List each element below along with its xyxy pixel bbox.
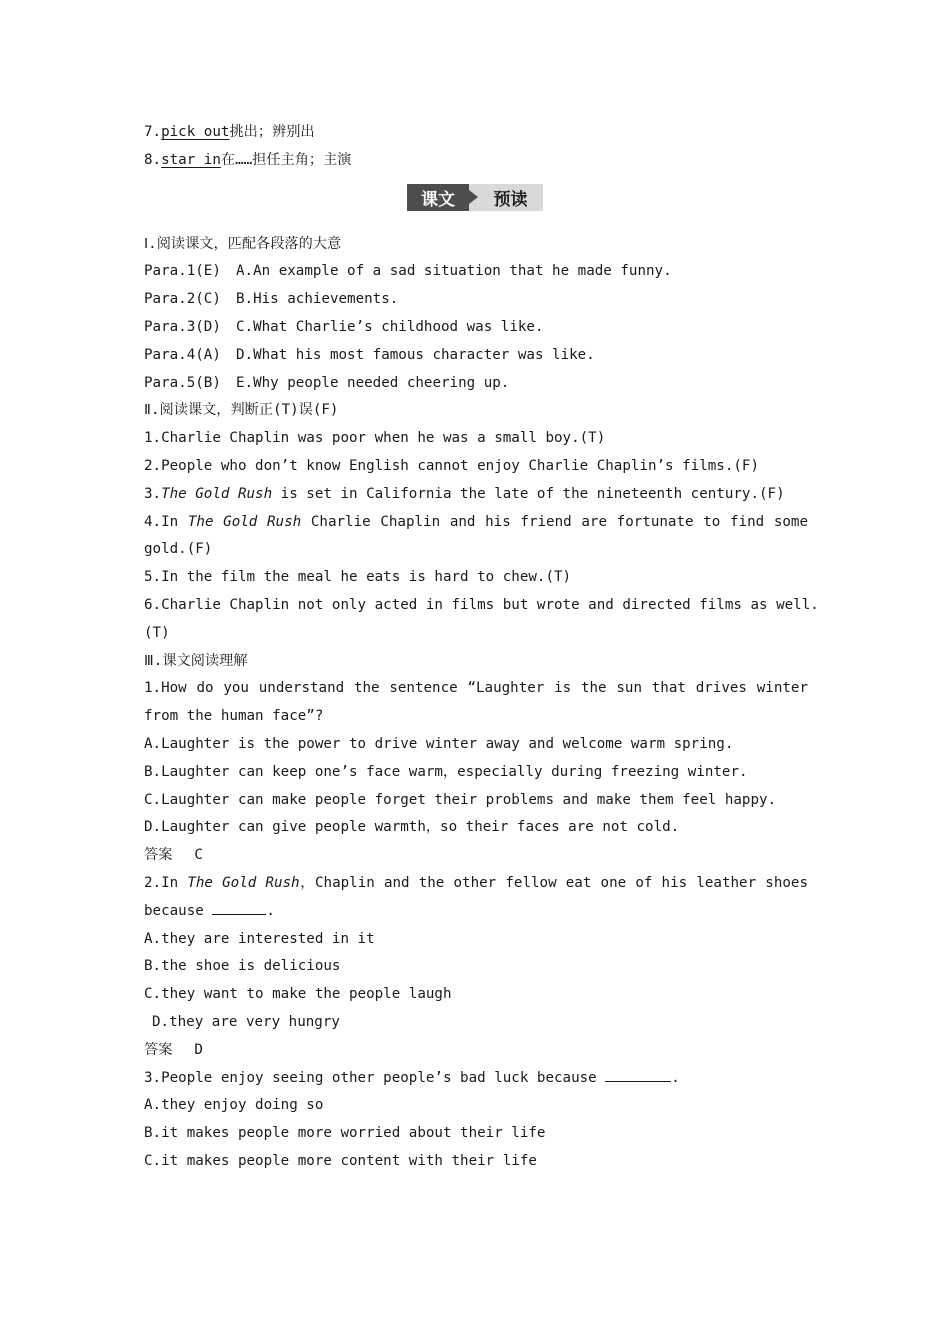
mc-option: C.they want to make the people laugh [144,986,452,1003]
item-number: 7. [144,124,162,140]
para-label: Para.4(A) [144,346,221,363]
mc-question-3 [144,1065,808,1093]
q-prefix: 3. [144,485,162,502]
mc-question-2 [144,870,808,898]
tf-question-2: 2.People who don’t know English cannot enjoy Charlie Chaplin’s films.(F) [144,457,759,474]
matching-list [144,258,808,397]
para-label: Para.2(C) [144,291,221,308]
document-content [144,119,819,1176]
section1-heading: Ⅰ.阅读课文，匹配各段落的大意 [144,235,342,252]
q-text: ，Chaplin and the other fellow eat one of his leather shoes [299,874,808,891]
banner-arrow-icon [469,190,478,204]
q-text: is set in California the late of the nineteenth century.(F) [272,485,785,502]
matching-row [144,370,808,398]
para-option: D.What his most famous character was like. [236,346,595,363]
vocab-item-8 [144,147,808,175]
banner-right: 预读 [493,189,528,210]
answer-value: C [194,847,203,864]
section-banner [144,175,808,231]
mc-option: B.Laughter can keep one’s face warm，especially during freezing winter. [144,763,748,780]
q-text-end: . [266,902,275,919]
tf-question-3 [144,481,808,509]
tf-question-1: 1.Charlie Chaplin was poor when he was a small boy.(T) [144,430,606,447]
matching-row [144,314,808,342]
tf-question-4 [144,509,808,537]
para-option: B.His achievements. [236,291,399,308]
mc-question-2-cont [144,898,808,926]
item-number: 8. [144,151,162,168]
tf-question-4-cont: gold.(F) [144,541,213,558]
vocab-item-7 [144,119,808,147]
answer-blank [605,1067,671,1082]
banner-box [407,184,543,211]
mc-option: A.Laughter is the power to drive winter away and welcome warm spring. [144,735,734,752]
matching-row [144,258,808,286]
film-title: The Gold Rush [187,874,300,891]
q-text-end: . [671,1069,680,1086]
mc-question-1-cont: from the human face”? [144,708,324,725]
q-prefix: 2.In [144,874,188,891]
q-text: because [144,902,213,919]
section2-heading: Ⅱ.阅读课文，判断正(T)误(F) [144,402,339,419]
mc-option: D.Laughter can give people warmth，so their faces are not cold. [144,819,680,836]
section3-heading: Ⅲ.课文阅读理解 [144,652,248,669]
answer-value: D [194,1041,203,1058]
para-option: C.What Charlie’s childhood was like. [236,318,544,335]
mc-option: C.it makes people more content with their life [144,1152,537,1169]
q-text: Charlie Chaplin and his friend are fortunate to find some [301,513,808,530]
answer-label: 答案 [144,1041,173,1058]
para-option: A.An example of a sad situation that he made funny. [236,263,672,280]
para-option: E.Why people needed cheering up. [236,374,510,391]
matching-row [144,286,808,314]
tf-question-6: 6.Charlie Chaplin not only acted in films but wrote and directed films as well. [144,596,819,613]
banner-left: 课文 [407,184,469,211]
vocab-meaning: 在……担任主角；主演 [220,151,352,168]
para-label: Para.5(B) [144,374,221,391]
film-title: The Gold Rush [161,485,273,502]
vocab-term: pick out [161,124,230,140]
mc-option: A.they are interested in it [144,930,375,947]
q-prefix: 4.In [144,513,188,530]
tf-question-5: 5.In the film the meal he eats is hard to chew.(T) [144,569,572,586]
mc-option: B.it makes people more worried about their life [144,1125,546,1142]
answer-blank [212,900,266,915]
tf-question-6-cont: (T) [144,624,170,641]
mc-question-1: 1.How do you understand the sentence “Laughter is the sun that drives winter [144,680,808,697]
mc-option: A.they enjoy doing so [144,1097,324,1114]
vocab-term: star in [161,151,221,168]
film-title: The Gold Rush [187,513,302,530]
para-label: Para.1(E) [144,263,221,280]
answer-line [144,842,808,870]
matching-row [144,342,808,370]
q-text: 3.People enjoy seeing other people’s bad luck because [144,1069,606,1086]
para-label: Para.3(D) [144,318,221,335]
mc-option: B.the shoe is delicious [144,958,341,975]
vocab-meaning: 挑出；辨别出 [229,124,315,140]
answer-label: 答案 [144,847,173,864]
mc-option: C.Laughter can make people forget their problems and make them feel happy. [144,791,777,808]
answer-line [144,1037,808,1065]
mc-option: D.they are very hungry [152,1013,340,1030]
